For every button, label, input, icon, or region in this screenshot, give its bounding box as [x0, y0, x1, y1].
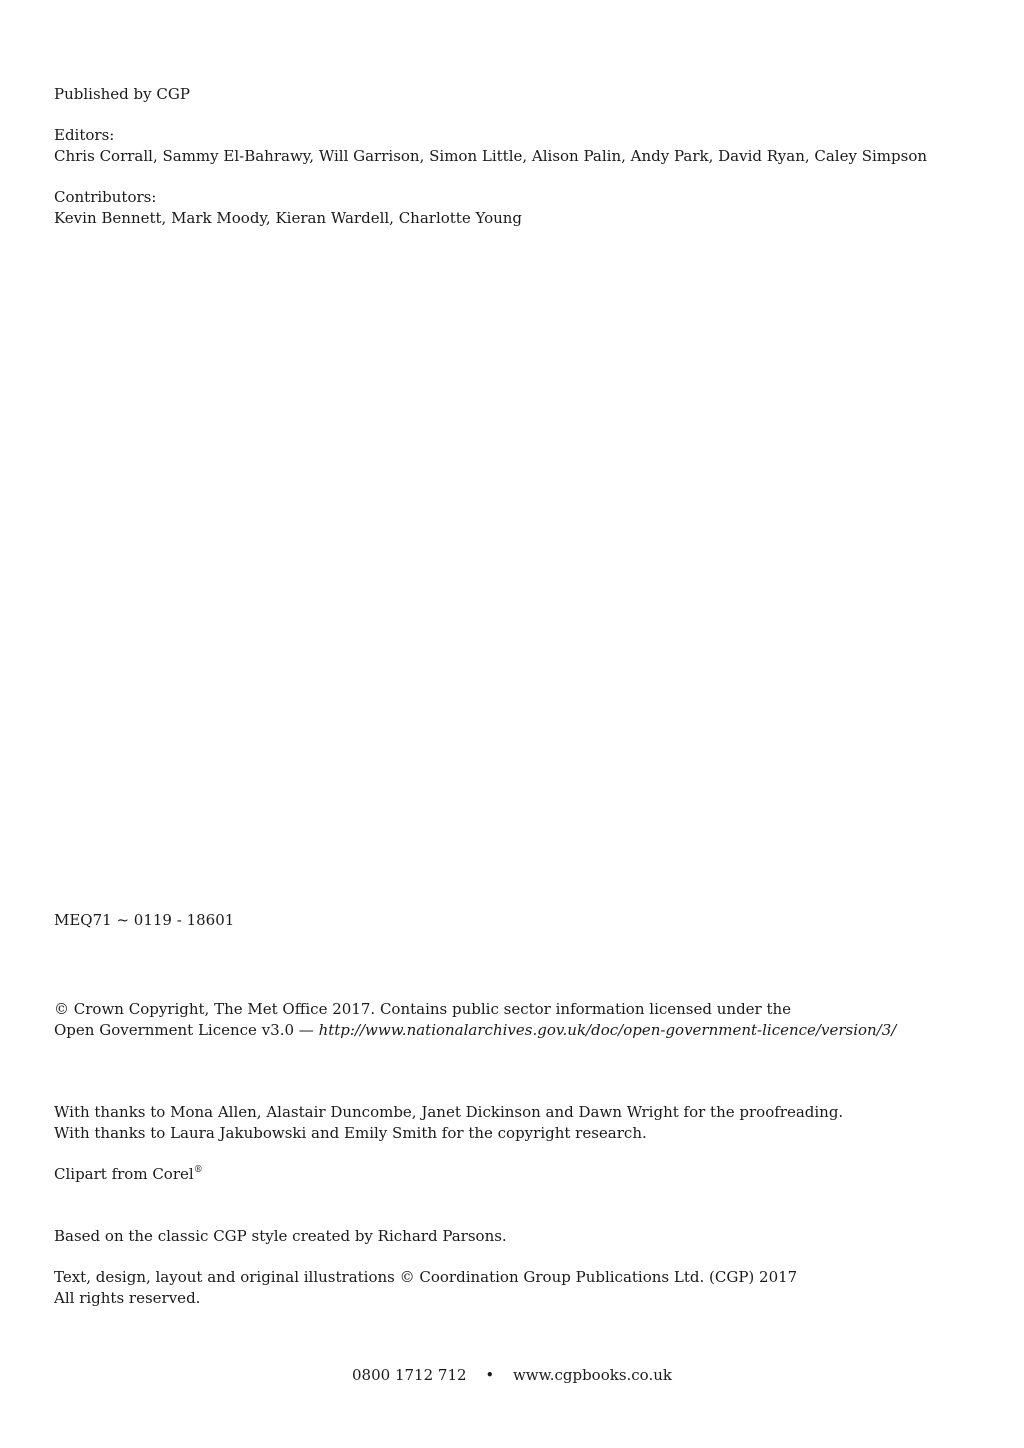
licence-prefix: Open Government Licence v3.0 — — [54, 1021, 319, 1039]
product-code: MEQ71 ~ 0119 - 18601 — [54, 911, 235, 929]
clipart-text: Clipart from Corel — [54, 1165, 194, 1183]
rights-line-2: All rights reserved. — [54, 1289, 201, 1307]
crown-copyright-line-2 — [54, 1020, 896, 1041]
publisher-line: Published by CGP — [54, 85, 190, 103]
footer-contact — [0, 1365, 1024, 1386]
footer-phone: 0800 1712 712 — [352, 1366, 467, 1384]
editors-heading: Editors: — [54, 126, 115, 144]
contributors-names: Kevin Bennett, Mark Moody, Kieran Wardell, Charlotte Young — [54, 209, 523, 227]
crown-copyright-line-1: © Crown Copyright, The Met Office 2017. Contains public sector information licensed under the — [54, 1000, 792, 1018]
footer-separator: • — [485, 1366, 495, 1384]
thanks-research: With thanks to Laura Jakubowski and Emily Smith for the copyright research. — [54, 1124, 647, 1142]
contributors-heading: Contributors: — [54, 188, 157, 206]
clipart-credit — [54, 1164, 203, 1185]
registered-mark: ® — [193, 1165, 203, 1175]
licence-url: http://www.nationalarchives.gov.uk/doc/open-government-licence/version/3/ — [318, 1021, 897, 1039]
thanks-proofreading: With thanks to Mona Allen, Alastair Duncombe, Janet Dickinson and Dawn Wright for the proofreading. — [54, 1103, 844, 1121]
rights-line-1: Text, design, layout and original illustrations © Coordination Group Publications Ltd. (CGP) 2017 — [54, 1268, 798, 1286]
style-credit: Based on the classic CGP style created by Richard Parsons. — [54, 1227, 507, 1245]
footer-website: www.cgpbooks.co.uk — [512, 1366, 672, 1384]
editors-names: Chris Corrall, Sammy El-Bahrawy, Will Garrison, Simon Little, Alison Palin, Andy Park, David Ryan, Caley Simpson — [54, 147, 928, 165]
